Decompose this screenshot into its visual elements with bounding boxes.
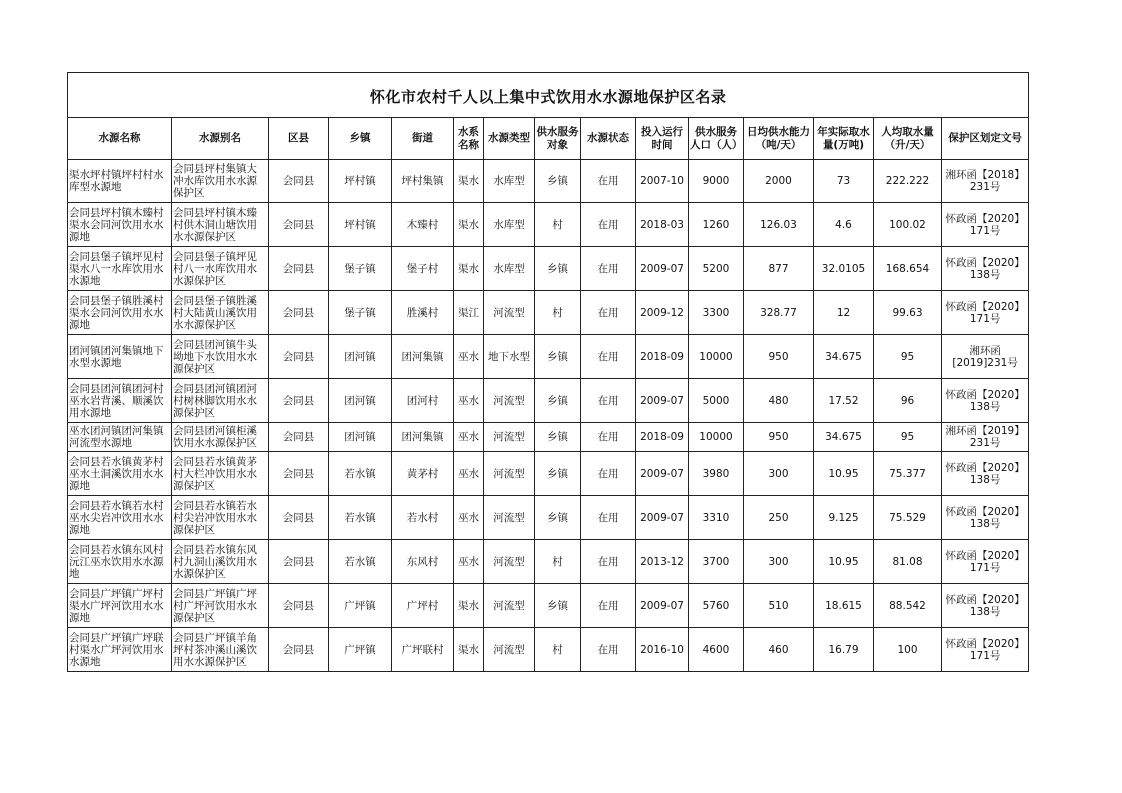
table-cell: 73 (814, 160, 874, 203)
table-cell: 在用 (581, 496, 636, 540)
table-cell: 渠水坪村镇坪村村水库型水源地 (68, 160, 172, 203)
table-cell: 广坪镇 (329, 584, 392, 628)
table-cell: 会同县团河镇团河村巫水岩背溪、顺溪饮用水源地 (68, 379, 172, 423)
table-cell: 10000 (689, 423, 744, 452)
table-cell: 东风村 (392, 540, 454, 584)
table-cell: 460 (744, 628, 814, 672)
table-cell: 在用 (581, 540, 636, 584)
table-cell: 会同县 (269, 584, 329, 628)
table-cell: 团河集镇 (392, 335, 454, 379)
table-cell: 渠水 (454, 203, 484, 247)
table-cell: 34.675 (814, 423, 874, 452)
table-cell: 2009-07 (636, 584, 689, 628)
table-cell: 村 (535, 628, 581, 672)
table-row (68, 496, 1029, 540)
table-cell: 会同县 (269, 452, 329, 496)
table-cell: 会同县若水镇若水村尖岩冲饮用水水源保护区 (172, 496, 269, 540)
column-header: 人均取水量（升/天） (874, 118, 942, 160)
table-cell: 巫水团河镇团河集镇河流型水源地 (68, 423, 172, 452)
table-cell: 75.377 (874, 452, 942, 496)
table-cell: 水库型 (484, 203, 535, 247)
table-cell: 河流型 (484, 496, 535, 540)
table-row (68, 291, 1029, 335)
table-cell: 坪村集镇 (392, 160, 454, 203)
table-cell: 2018-09 (636, 335, 689, 379)
table-cell: 在用 (581, 291, 636, 335)
table-cell: 250 (744, 496, 814, 540)
table-cell: 巫水 (454, 540, 484, 584)
table-cell: 地下水型 (484, 335, 535, 379)
table-cell: 3310 (689, 496, 744, 540)
table-cell: 会同县坪村集镇大冲水库饮用水水源保护区 (172, 160, 269, 203)
column-header: 年实际取水量(万吨) (814, 118, 874, 160)
table-cell: 怀政函【2020】138号 (942, 496, 1029, 540)
table-cell: 2009-07 (636, 452, 689, 496)
table-cell: 300 (744, 452, 814, 496)
table-cell: 在用 (581, 584, 636, 628)
table-cell: 村 (535, 203, 581, 247)
table-cell: 渠水 (454, 584, 484, 628)
table-cell: 若水村 (392, 496, 454, 540)
table-cell: 会同县 (269, 247, 329, 291)
page-title: 怀化市农村千人以上集中式饮用水水源地保护区名录 (68, 73, 1029, 118)
table-cell: 950 (744, 423, 814, 452)
column-header: 乡镇 (329, 118, 392, 160)
table-cell: 5760 (689, 584, 744, 628)
table-cell: 在用 (581, 423, 636, 452)
table-cell: 在用 (581, 628, 636, 672)
table-cell: 河流型 (484, 628, 535, 672)
table-cell: 河流型 (484, 452, 535, 496)
table-cell: 渠水 (454, 628, 484, 672)
table-cell: 300 (744, 540, 814, 584)
table-cell: 会同县 (269, 160, 329, 203)
table-row (68, 379, 1029, 423)
table-cell: 会同县 (269, 423, 329, 452)
table-cell: 99.63 (874, 291, 942, 335)
table-cell: 会同县 (269, 291, 329, 335)
table-cell: 会同县若水镇东风村沅江巫水饮用水水源地 (68, 540, 172, 584)
water-source-table (67, 72, 1029, 672)
table-row (68, 423, 1029, 452)
table-cell: 乡镇 (535, 452, 581, 496)
table-cell: 480 (744, 379, 814, 423)
table-cell: 32.0105 (814, 247, 874, 291)
table-cell: 88.542 (874, 584, 942, 628)
table-cell: 168.654 (874, 247, 942, 291)
column-header: 日均供水能力（吨/天） (744, 118, 814, 160)
directory-sheet (67, 72, 1028, 672)
table-row (68, 540, 1029, 584)
table-cell: 坪村镇 (329, 203, 392, 247)
table-cell: 乡镇 (535, 423, 581, 452)
table-cell: 渠水 (454, 247, 484, 291)
table-cell: 会同县若水镇黄茅村大栏冲饮用水水源保护区 (172, 452, 269, 496)
column-header: 区县 (269, 118, 329, 160)
table-cell: 222.222 (874, 160, 942, 203)
table-cell: 会同县若水镇黄茅村巫水土洞溪饮用水水源地 (68, 452, 172, 496)
table-cell: 328.77 (744, 291, 814, 335)
table-cell: 团河镇 (329, 423, 392, 452)
table-cell: 乡镇 (535, 160, 581, 203)
table-cell: 95 (874, 423, 942, 452)
table-cell: 巫水 (454, 335, 484, 379)
table-cell: 5200 (689, 247, 744, 291)
table-cell: 会同县堡子镇坪见村渠水八一水库饮用水水源地 (68, 247, 172, 291)
table-cell: 巫水 (454, 452, 484, 496)
table-cell: 村 (535, 291, 581, 335)
table-cell: 100.02 (874, 203, 942, 247)
table-cell: 会同县 (269, 203, 329, 247)
table-cell: 团河村 (392, 379, 454, 423)
table-cell: 10.95 (814, 452, 874, 496)
table-cell: 怀政函【2020】171号 (942, 203, 1029, 247)
table-cell: 在用 (581, 160, 636, 203)
table-cell: 在用 (581, 379, 636, 423)
table-cell: 3300 (689, 291, 744, 335)
table-cell: 会同县堡子镇胜溪村大陆黄山溪饮用水水源保护区 (172, 291, 269, 335)
table-cell: 会同县坪村镇木臻村渠水会同河饮用水水源地 (68, 203, 172, 247)
table-cell: 2009-07 (636, 496, 689, 540)
table-cell: 村 (535, 540, 581, 584)
table-cell: 16.79 (814, 628, 874, 672)
table-cell: 怀政函【2020】171号 (942, 540, 1029, 584)
table-cell: 510 (744, 584, 814, 628)
table-cell: 950 (744, 335, 814, 379)
table-cell: 会同县 (269, 628, 329, 672)
table-cell: 95 (874, 335, 942, 379)
table-cell: 河流型 (484, 423, 535, 452)
table-cell: 会同县 (269, 379, 329, 423)
table-cell: 2000 (744, 160, 814, 203)
column-header: 供水服务人口（人） (689, 118, 744, 160)
table-cell: 会同县堡子镇胜溪村渠水会同河饮用水水源地 (68, 291, 172, 335)
table-cell: 在用 (581, 452, 636, 496)
table-cell: 2016-10 (636, 628, 689, 672)
table-row (68, 628, 1029, 672)
table-cell: 乡镇 (535, 335, 581, 379)
table-cell: 怀政函【2020】138号 (942, 584, 1029, 628)
table-cell: 81.08 (874, 540, 942, 584)
table-cell: 1260 (689, 203, 744, 247)
table-cell: 3700 (689, 540, 744, 584)
column-header: 水源名称 (68, 118, 172, 160)
table-cell: 河流型 (484, 379, 535, 423)
table-cell: 团河镇 (329, 379, 392, 423)
table-cell: 5000 (689, 379, 744, 423)
table-cell: 广坪镇 (329, 628, 392, 672)
table-cell: 17.52 (814, 379, 874, 423)
table-cell: 若水镇 (329, 540, 392, 584)
column-header: 水源类型 (484, 118, 535, 160)
table-cell: 在用 (581, 203, 636, 247)
table-cell: 会同县 (269, 335, 329, 379)
table-cell: 团河集镇 (392, 423, 454, 452)
table-cell: 12 (814, 291, 874, 335)
table-cell: 河流型 (484, 540, 535, 584)
table-cell: 4600 (689, 628, 744, 672)
table-cell: 10.95 (814, 540, 874, 584)
table-cell: 会同县 (269, 496, 329, 540)
table-cell: 2009-07 (636, 379, 689, 423)
table-cell: 黄茅村 (392, 452, 454, 496)
column-header: 保护区划定文号 (942, 118, 1029, 160)
table-cell: 乡镇 (535, 584, 581, 628)
table-cell: 若水镇 (329, 452, 392, 496)
table-cell: 126.03 (744, 203, 814, 247)
column-header: 供水服务对象 (535, 118, 581, 160)
table-cell: 2007-10 (636, 160, 689, 203)
table-cell: 会同县若水镇若水村巫水尖岩冲饮用水水源地 (68, 496, 172, 540)
table-cell: 水库型 (484, 247, 535, 291)
column-header: 投入运行时间 (636, 118, 689, 160)
table-row (68, 247, 1029, 291)
table-cell: 木臻村 (392, 203, 454, 247)
table-row (68, 160, 1029, 203)
table-cell: 怀政函【2020】171号 (942, 628, 1029, 672)
table-cell: 100 (874, 628, 942, 672)
table-cell: 渠江 (454, 291, 484, 335)
table-cell: 若水镇 (329, 496, 392, 540)
table-row (68, 335, 1029, 379)
table-cell: 34.675 (814, 335, 874, 379)
table-cell: 会同县广坪镇广坪联村渠水广坪河饮用水水源地 (68, 628, 172, 672)
table-cell: 会同县 (269, 540, 329, 584)
table-cell: 2009-07 (636, 247, 689, 291)
table-cell: 会同县广坪镇广坪村广坪河饮用水水源保护区 (172, 584, 269, 628)
table-cell: 水库型 (484, 160, 535, 203)
table-cell: 96 (874, 379, 942, 423)
table-cell: 怀政函【2020】138号 (942, 247, 1029, 291)
table-cell: 怀政函【2020】171号 (942, 291, 1029, 335)
table-cell: 团河镇团河集镇地下水型水源地 (68, 335, 172, 379)
table-cell: 会同县团河镇柜溪饮用水水源保护区 (172, 423, 269, 452)
table-cell: 877 (744, 247, 814, 291)
table-cell: 巫水 (454, 379, 484, 423)
table-cell: 2018-09 (636, 423, 689, 452)
table-cell: 会同县若水镇东风村九洞山溪饮用水水源保护区 (172, 540, 269, 584)
table-cell: 湘环函【2019】231号 (942, 423, 1029, 452)
table-cell: 堡子镇 (329, 291, 392, 335)
table-row (68, 584, 1029, 628)
column-header: 街道 (392, 118, 454, 160)
table-cell: 会同县广坪镇羊角坪村茶冲溪山溪饮用水水源保护区 (172, 628, 269, 672)
table-body (68, 160, 1029, 672)
column-header: 水源别名 (172, 118, 269, 160)
table-cell: 怀政函【2020】138号 (942, 379, 1029, 423)
table-cell: 会同县堡子镇坪见村八一水库饮用水水源保护区 (172, 247, 269, 291)
table-cell: 4.6 (814, 203, 874, 247)
table-cell: 乡镇 (535, 379, 581, 423)
table-cell: 3980 (689, 452, 744, 496)
table-cell: 会同县团河镇团河村树林脚饮用水水源保护区 (172, 379, 269, 423)
table-cell: 乡镇 (535, 247, 581, 291)
table-cell: 9.125 (814, 496, 874, 540)
table-cell: 广坪村 (392, 584, 454, 628)
table-cell: 巫水 (454, 496, 484, 540)
table-cell: 河流型 (484, 291, 535, 335)
table-cell: 乡镇 (535, 496, 581, 540)
table-cell: 会同县广坪镇广坪村渠水广坪河饮用水水源地 (68, 584, 172, 628)
column-header-row (68, 118, 1029, 160)
table-cell: 团河镇 (329, 335, 392, 379)
table-row (68, 203, 1029, 247)
table-cell: 胜溪村 (392, 291, 454, 335)
table-cell: 巫水 (454, 423, 484, 452)
table-cell: 在用 (581, 247, 636, 291)
table-cell: 2013-12 (636, 540, 689, 584)
table-cell: 2009-12 (636, 291, 689, 335)
table-cell: 2018-03 (636, 203, 689, 247)
table-cell: 9000 (689, 160, 744, 203)
table-cell: 在用 (581, 335, 636, 379)
table-cell: 河流型 (484, 584, 535, 628)
table-cell: 堡子镇 (329, 247, 392, 291)
column-header: 水源状态 (581, 118, 636, 160)
table-cell: 广坪联村 (392, 628, 454, 672)
table-cell: 会同县团河镇牛头坳地下水饮用水水源保护区 (172, 335, 269, 379)
table-cell: 坪村镇 (329, 160, 392, 203)
table-cell: 渠水 (454, 160, 484, 203)
table-cell: 湘环函[2019]231号 (942, 335, 1029, 379)
table-cell: 怀政函【2020】138号 (942, 452, 1029, 496)
table-row (68, 452, 1029, 496)
table-cell: 堡子村 (392, 247, 454, 291)
table-cell: 75.529 (874, 496, 942, 540)
column-header: 水系名称 (454, 118, 484, 160)
table-cell: 18.615 (814, 584, 874, 628)
table-cell: 会同县坪村镇木臻村供木洞山塘饮用水水源保护区 (172, 203, 269, 247)
table-cell: 湘环函【2018】231号 (942, 160, 1029, 203)
table-cell: 10000 (689, 335, 744, 379)
